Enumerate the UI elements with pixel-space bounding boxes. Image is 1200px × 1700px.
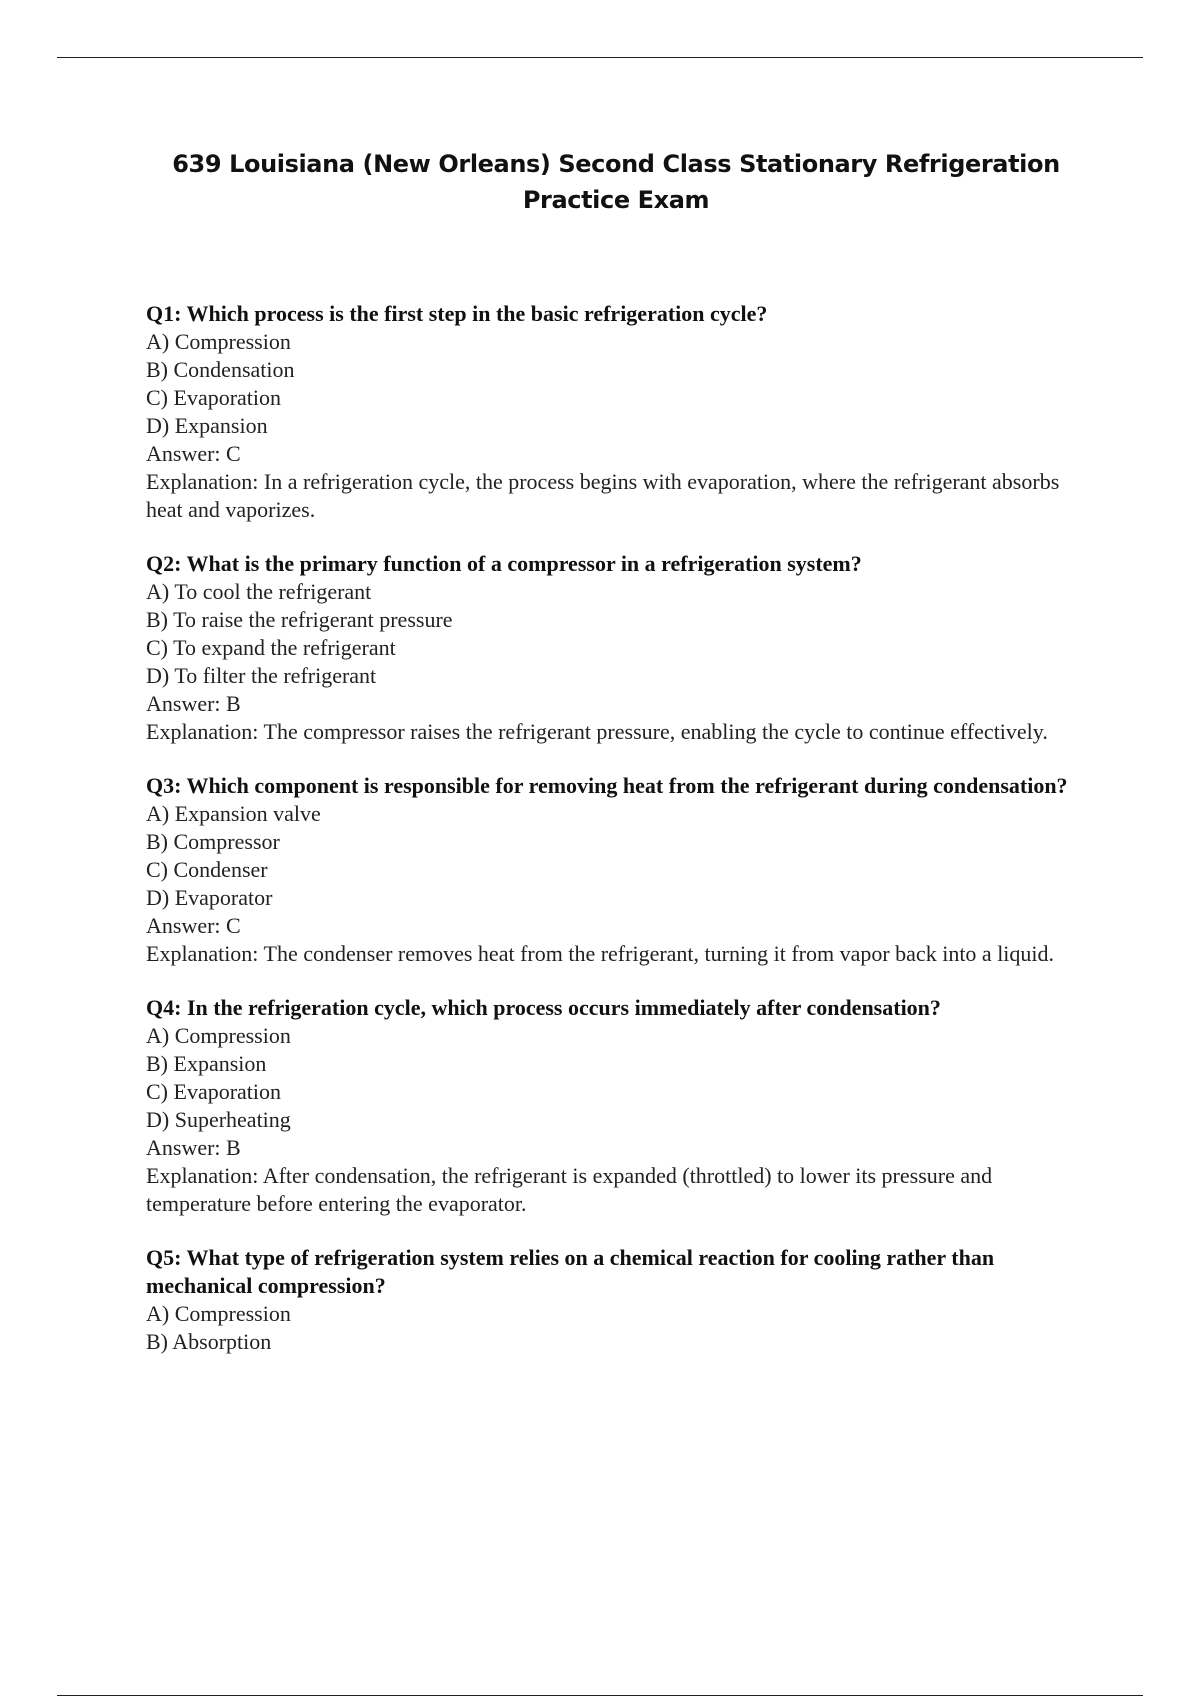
question-text: Q4: In the refrigeration cycle, which process occurs immediately after condensation? (146, 995, 941, 1020)
question-block-1 (146, 300, 1086, 524)
option-c: C) Condenser (146, 857, 268, 882)
option-b: B) To raise the refrigerant pressure (146, 607, 453, 632)
option-a: A) Compression (146, 1301, 291, 1326)
question-block-2 (146, 550, 1086, 746)
option-a: A) To cool the refrigerant (146, 579, 372, 604)
explanation-text: Explanation: The condenser removes heat from the refrigerant, turning it from vapor back into a liquid. (146, 941, 1055, 966)
question-text: Q1: Which process is the first step in the basic refrigeration cycle? (146, 301, 768, 326)
option-b: B) Condensation (146, 357, 295, 382)
document-title: 639 Louisiana (New Orleans) Second Class Stationary Refrigeration Practice Exam (172, 150, 1060, 214)
footer-rule (57, 1695, 1143, 1696)
option-c: C) Evaporation (146, 1079, 282, 1104)
option-c: C) Evaporation (146, 385, 282, 410)
question-text: Q5: What type of refrigeration system relies on a chemical reaction for cooling rather than mechanical compression? (146, 1245, 995, 1298)
question-text: Q3: Which component is responsible for removing heat from the refrigerant during condensation? (146, 773, 1068, 798)
header-rule (57, 57, 1143, 58)
explanation-text: Explanation: In a refrigeration cycle, the process begins with evaporation, where the refrigerant absorbs heat and vaporizes. (146, 469, 1060, 522)
option-d: D) Expansion (146, 413, 268, 438)
option-a: A) Expansion valve (146, 801, 321, 826)
question-block-4 (146, 994, 1086, 1218)
answer-line: Answer: B (146, 691, 241, 716)
option-d: D) To filter the refrigerant (146, 663, 377, 688)
explanation-text: Explanation: After condensation, the refrigerant is expanded (throttled) to lower its pressure and temperature before entering the evaporator. (146, 1163, 993, 1216)
option-b: B) Absorption (146, 1329, 272, 1354)
option-a: A) Compression (146, 1023, 291, 1048)
answer-line: Answer: C (146, 913, 241, 938)
question-block-5 (146, 1244, 1086, 1356)
option-b: B) Expansion (146, 1051, 267, 1076)
answer-line: Answer: B (146, 1135, 241, 1160)
option-d: D) Evaporator (146, 885, 273, 910)
answer-line: Answer: C (146, 441, 241, 466)
option-a: A) Compression (146, 329, 291, 354)
question-text: Q2: What is the primary function of a compressor in a refrigeration system? (146, 551, 862, 576)
option-b: B) Compressor (146, 829, 280, 854)
question-list (146, 300, 1086, 1382)
option-d: D) Superheating (146, 1107, 291, 1132)
question-block-3 (146, 772, 1086, 968)
option-c: C) To expand the refrigerant (146, 635, 396, 660)
explanation-text: Explanation: The compressor raises the refrigerant pressure, enabling the cycle to continue effectively. (146, 719, 1048, 744)
